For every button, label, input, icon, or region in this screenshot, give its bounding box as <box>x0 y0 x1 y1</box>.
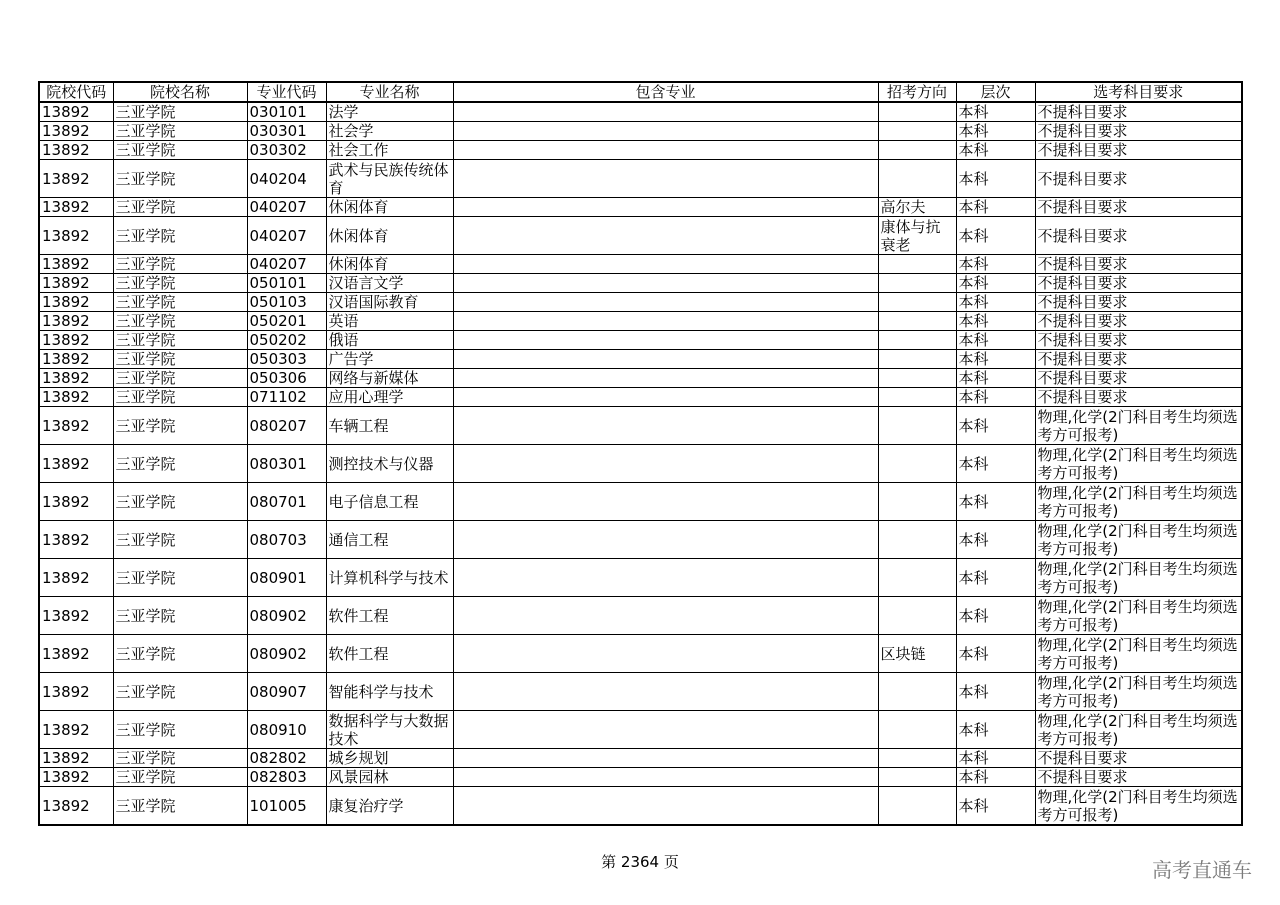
cell-direction <box>878 559 956 597</box>
cell-school-name: 三亚学院 <box>113 787 247 826</box>
cell-major-code: 071102 <box>247 388 326 407</box>
cell-school-name: 三亚学院 <box>113 388 247 407</box>
header-major-name: 专业名称 <box>326 82 453 102</box>
cell-included-majors <box>453 749 878 768</box>
cell-major-name: 英语 <box>326 312 453 331</box>
cell-direction <box>878 274 956 293</box>
cell-school-name: 三亚学院 <box>113 369 247 388</box>
cell-major-code: 080703 <box>247 521 326 559</box>
cell-major-name: 软件工程 <box>326 635 453 673</box>
table-row <box>39 312 1242 331</box>
cell-major-name: 社会学 <box>326 122 453 141</box>
cell-major-code: 082802 <box>247 749 326 768</box>
cell-major-code: 040207 <box>247 217 326 255</box>
cell-subject-requirement: 物理,化学(2门科目考生均须选考方可报考) <box>1035 559 1242 597</box>
table-row <box>39 369 1242 388</box>
cell-major-name: 数据科学与大数据技术 <box>326 711 453 749</box>
cell-level: 本科 <box>956 198 1035 217</box>
cell-subject-requirement: 不提科目要求 <box>1035 350 1242 369</box>
cell-school-code: 13892 <box>39 122 113 141</box>
cell-included-majors <box>453 711 878 749</box>
cell-level: 本科 <box>956 388 1035 407</box>
cell-major-code: 030302 <box>247 141 326 160</box>
cell-direction <box>878 445 956 483</box>
cell-subject-requirement: 不提科目要求 <box>1035 749 1242 768</box>
cell-subject-requirement: 物理,化学(2门科目考生均须选考方可报考) <box>1035 787 1242 826</box>
cell-major-name: 通信工程 <box>326 521 453 559</box>
cell-school-code: 13892 <box>39 711 113 749</box>
cell-school-name: 三亚学院 <box>113 768 247 787</box>
cell-school-name: 三亚学院 <box>113 312 247 331</box>
cell-major-name: 软件工程 <box>326 597 453 635</box>
table-row <box>39 597 1242 635</box>
cell-school-code: 13892 <box>39 102 113 122</box>
cell-level: 本科 <box>956 141 1035 160</box>
cell-major-code: 050201 <box>247 312 326 331</box>
cell-major-name: 社会工作 <box>326 141 453 160</box>
cell-level: 本科 <box>956 787 1035 826</box>
cell-subject-requirement: 物理,化学(2门科目考生均须选考方可报考) <box>1035 483 1242 521</box>
cell-major-code: 080901 <box>247 559 326 597</box>
cell-direction <box>878 312 956 331</box>
cell-direction <box>878 483 956 521</box>
cell-subject-requirement: 不提科目要求 <box>1035 388 1242 407</box>
table-row <box>39 274 1242 293</box>
cell-major-name: 休闲体育 <box>326 217 453 255</box>
cell-school-code: 13892 <box>39 274 113 293</box>
header-direction: 招考方向 <box>878 82 956 102</box>
cell-included-majors <box>453 635 878 673</box>
cell-included-majors <box>453 312 878 331</box>
cell-included-majors <box>453 407 878 445</box>
cell-level: 本科 <box>956 122 1035 141</box>
cell-subject-requirement: 物理,化学(2门科目考生均须选考方可报考) <box>1035 711 1242 749</box>
header-major-code: 专业代码 <box>247 82 326 102</box>
cell-level: 本科 <box>956 559 1035 597</box>
cell-included-majors <box>453 122 878 141</box>
cell-major-name: 应用心理学 <box>326 388 453 407</box>
cell-direction <box>878 331 956 350</box>
cell-major-code: 080301 <box>247 445 326 483</box>
cell-level: 本科 <box>956 217 1035 255</box>
cell-subject-requirement: 物理,化学(2门科目考生均须选考方可报考) <box>1035 635 1242 673</box>
cell-major-name: 汉语言文学 <box>326 274 453 293</box>
cell-major-name: 休闲体育 <box>326 198 453 217</box>
header-subject-requirement: 选考科目要求 <box>1035 82 1242 102</box>
cell-major-code: 050101 <box>247 274 326 293</box>
table-row <box>39 673 1242 711</box>
cell-school-name: 三亚学院 <box>113 160 247 198</box>
table-row <box>39 445 1242 483</box>
cell-level: 本科 <box>956 293 1035 312</box>
cell-included-majors <box>453 673 878 711</box>
cell-school-name: 三亚学院 <box>113 274 247 293</box>
cell-included-majors <box>453 388 878 407</box>
cell-school-name: 三亚学院 <box>113 255 247 274</box>
cell-school-name: 三亚学院 <box>113 559 247 597</box>
cell-school-name: 三亚学院 <box>113 711 247 749</box>
cell-school-name: 三亚学院 <box>113 445 247 483</box>
cell-school-code: 13892 <box>39 217 113 255</box>
admission-table <box>38 81 1243 826</box>
cell-major-name: 城乡规划 <box>326 749 453 768</box>
cell-subject-requirement: 物理,化学(2门科目考生均须选考方可报考) <box>1035 445 1242 483</box>
cell-subject-requirement: 不提科目要求 <box>1035 102 1242 122</box>
cell-school-name: 三亚学院 <box>113 407 247 445</box>
table-row <box>39 350 1242 369</box>
cell-school-code: 13892 <box>39 635 113 673</box>
cell-school-code: 13892 <box>39 369 113 388</box>
cell-subject-requirement: 不提科目要求 <box>1035 122 1242 141</box>
cell-major-code: 030101 <box>247 102 326 122</box>
cell-direction <box>878 711 956 749</box>
cell-direction <box>878 521 956 559</box>
cell-included-majors <box>453 255 878 274</box>
cell-major-name: 计算机科学与技术 <box>326 559 453 597</box>
cell-school-name: 三亚学院 <box>113 331 247 350</box>
cell-direction <box>878 673 956 711</box>
header-school-code: 院校代码 <box>39 82 113 102</box>
cell-major-name: 汉语国际教育 <box>326 293 453 312</box>
cell-level: 本科 <box>956 673 1035 711</box>
cell-major-code: 080701 <box>247 483 326 521</box>
cell-major-name: 网络与新媒体 <box>326 369 453 388</box>
cell-school-code: 13892 <box>39 521 113 559</box>
cell-school-name: 三亚学院 <box>113 635 247 673</box>
cell-included-majors <box>453 521 878 559</box>
cell-school-name: 三亚学院 <box>113 597 247 635</box>
cell-school-code: 13892 <box>39 312 113 331</box>
cell-school-code: 13892 <box>39 749 113 768</box>
table-row <box>39 749 1242 768</box>
page-number: 第 2364 页 <box>601 853 679 871</box>
table-row <box>39 483 1242 521</box>
cell-direction: 区块链 <box>878 635 956 673</box>
cell-school-name: 三亚学院 <box>113 198 247 217</box>
cell-school-code: 13892 <box>39 198 113 217</box>
cell-level: 本科 <box>956 768 1035 787</box>
table-row <box>39 102 1242 122</box>
table-row <box>39 388 1242 407</box>
cell-direction <box>878 407 956 445</box>
cell-major-name: 法学 <box>326 102 453 122</box>
cell-subject-requirement: 不提科目要求 <box>1035 141 1242 160</box>
cell-school-name: 三亚学院 <box>113 102 247 122</box>
cell-level: 本科 <box>956 483 1035 521</box>
cell-major-code: 080207 <box>247 407 326 445</box>
cell-school-name: 三亚学院 <box>113 217 247 255</box>
cell-major-code: 080902 <box>247 635 326 673</box>
cell-included-majors <box>453 198 878 217</box>
cell-school-code: 13892 <box>39 293 113 312</box>
cell-level: 本科 <box>956 711 1035 749</box>
cell-major-code: 040207 <box>247 255 326 274</box>
table-row <box>39 407 1242 445</box>
cell-direction <box>878 141 956 160</box>
cell-included-majors <box>453 274 878 293</box>
cell-major-code: 040204 <box>247 160 326 198</box>
cell-major-code: 050303 <box>247 350 326 369</box>
cell-school-code: 13892 <box>39 388 113 407</box>
cell-school-code: 13892 <box>39 673 113 711</box>
cell-subject-requirement: 不提科目要求 <box>1035 160 1242 198</box>
cell-level: 本科 <box>956 160 1035 198</box>
cell-subject-requirement: 不提科目要求 <box>1035 331 1242 350</box>
cell-major-code: 080902 <box>247 597 326 635</box>
cell-school-code: 13892 <box>39 483 113 521</box>
cell-subject-requirement: 不提科目要求 <box>1035 274 1242 293</box>
header-level: 层次 <box>956 82 1035 102</box>
table-row <box>39 122 1242 141</box>
table-row <box>39 255 1242 274</box>
cell-major-name: 智能科学与技术 <box>326 673 453 711</box>
cell-direction: 高尔夫 <box>878 198 956 217</box>
cell-school-code: 13892 <box>39 597 113 635</box>
cell-subject-requirement: 不提科目要求 <box>1035 369 1242 388</box>
cell-level: 本科 <box>956 102 1035 122</box>
cell-included-majors <box>453 369 878 388</box>
cell-level: 本科 <box>956 331 1035 350</box>
cell-direction <box>878 768 956 787</box>
cell-major-code: 082803 <box>247 768 326 787</box>
cell-level: 本科 <box>956 369 1035 388</box>
cell-school-code: 13892 <box>39 141 113 160</box>
header-included-majors: 包含专业 <box>453 82 878 102</box>
cell-included-majors <box>453 350 878 369</box>
cell-subject-requirement: 不提科目要求 <box>1035 768 1242 787</box>
table-row <box>39 635 1242 673</box>
cell-level: 本科 <box>956 255 1035 274</box>
cell-included-majors <box>453 331 878 350</box>
cell-major-name: 电子信息工程 <box>326 483 453 521</box>
cell-level: 本科 <box>956 312 1035 331</box>
cell-school-code: 13892 <box>39 787 113 826</box>
cell-major-name: 康复治疗学 <box>326 787 453 826</box>
cell-school-code: 13892 <box>39 350 113 369</box>
cell-included-majors <box>453 787 878 826</box>
cell-school-code: 13892 <box>39 445 113 483</box>
cell-direction <box>878 350 956 369</box>
cell-school-name: 三亚学院 <box>113 293 247 312</box>
cell-school-code: 13892 <box>39 160 113 198</box>
cell-subject-requirement: 不提科目要求 <box>1035 198 1242 217</box>
cell-direction <box>878 597 956 635</box>
cell-direction: 康体与抗衰老 <box>878 217 956 255</box>
cell-included-majors <box>453 141 878 160</box>
table-row <box>39 160 1242 198</box>
cell-major-name: 武术与民族传统体育 <box>326 160 453 198</box>
cell-included-majors <box>453 293 878 312</box>
header-school-name: 院校名称 <box>113 82 247 102</box>
cell-major-name: 休闲体育 <box>326 255 453 274</box>
table-row <box>39 293 1242 312</box>
cell-school-code: 13892 <box>39 768 113 787</box>
cell-major-code: 030301 <box>247 122 326 141</box>
cell-school-code: 13892 <box>39 559 113 597</box>
cell-direction <box>878 293 956 312</box>
cell-direction <box>878 388 956 407</box>
cell-subject-requirement: 不提科目要求 <box>1035 217 1242 255</box>
cell-school-name: 三亚学院 <box>113 749 247 768</box>
cell-level: 本科 <box>956 521 1035 559</box>
cell-included-majors <box>453 768 878 787</box>
cell-subject-requirement: 不提科目要求 <box>1035 255 1242 274</box>
cell-subject-requirement: 不提科目要求 <box>1035 312 1242 331</box>
cell-subject-requirement: 物理,化学(2门科目考生均须选考方可报考) <box>1035 407 1242 445</box>
table-row <box>39 559 1242 597</box>
table-row <box>39 198 1242 217</box>
cell-subject-requirement: 物理,化学(2门科目考生均须选考方可报考) <box>1035 673 1242 711</box>
cell-school-code: 13892 <box>39 331 113 350</box>
cell-level: 本科 <box>956 445 1035 483</box>
cell-major-code: 040207 <box>247 198 326 217</box>
cell-school-code: 13892 <box>39 255 113 274</box>
cell-school-name: 三亚学院 <box>113 122 247 141</box>
cell-level: 本科 <box>956 274 1035 293</box>
cell-major-code: 050103 <box>247 293 326 312</box>
table-row <box>39 711 1242 749</box>
cell-major-name: 俄语 <box>326 331 453 350</box>
cell-school-name: 三亚学院 <box>113 350 247 369</box>
cell-major-name: 广告学 <box>326 350 453 369</box>
cell-level: 本科 <box>956 350 1035 369</box>
cell-included-majors <box>453 483 878 521</box>
cell-level: 本科 <box>956 749 1035 768</box>
table-row <box>39 787 1242 826</box>
cell-direction <box>878 122 956 141</box>
cell-major-name: 风景园林 <box>326 768 453 787</box>
cell-level: 本科 <box>956 635 1035 673</box>
cell-school-name: 三亚学院 <box>113 483 247 521</box>
cell-included-majors <box>453 217 878 255</box>
watermark-logo-text: 高考直通车 <box>1152 858 1252 882</box>
cell-school-code: 13892 <box>39 407 113 445</box>
cell-direction <box>878 787 956 826</box>
cell-subject-requirement: 物理,化学(2门科目考生均须选考方可报考) <box>1035 521 1242 559</box>
cell-school-name: 三亚学院 <box>113 141 247 160</box>
cell-major-code: 080907 <box>247 673 326 711</box>
cell-direction <box>878 749 956 768</box>
cell-major-code: 050306 <box>247 369 326 388</box>
cell-major-name: 车辆工程 <box>326 407 453 445</box>
table-row <box>39 217 1242 255</box>
cell-direction <box>878 160 956 198</box>
cell-major-code: 101005 <box>247 787 326 826</box>
cell-major-name: 测控技术与仪器 <box>326 445 453 483</box>
table-row <box>39 331 1242 350</box>
table-row <box>39 141 1242 160</box>
cell-direction <box>878 102 956 122</box>
cell-level: 本科 <box>956 597 1035 635</box>
cell-school-name: 三亚学院 <box>113 521 247 559</box>
cell-direction <box>878 369 956 388</box>
cell-subject-requirement: 不提科目要求 <box>1035 293 1242 312</box>
table-row <box>39 768 1242 787</box>
cell-included-majors <box>453 102 878 122</box>
cell-included-majors <box>453 445 878 483</box>
cell-direction <box>878 255 956 274</box>
cell-included-majors <box>453 597 878 635</box>
table-row <box>39 521 1242 559</box>
cell-included-majors <box>453 559 878 597</box>
cell-school-name: 三亚学院 <box>113 673 247 711</box>
cell-level: 本科 <box>956 407 1035 445</box>
cell-included-majors <box>453 160 878 198</box>
cell-major-code: 080910 <box>247 711 326 749</box>
header-row <box>39 82 1242 102</box>
cell-major-code: 050202 <box>247 331 326 350</box>
cell-subject-requirement: 物理,化学(2门科目考生均须选考方可报考) <box>1035 597 1242 635</box>
